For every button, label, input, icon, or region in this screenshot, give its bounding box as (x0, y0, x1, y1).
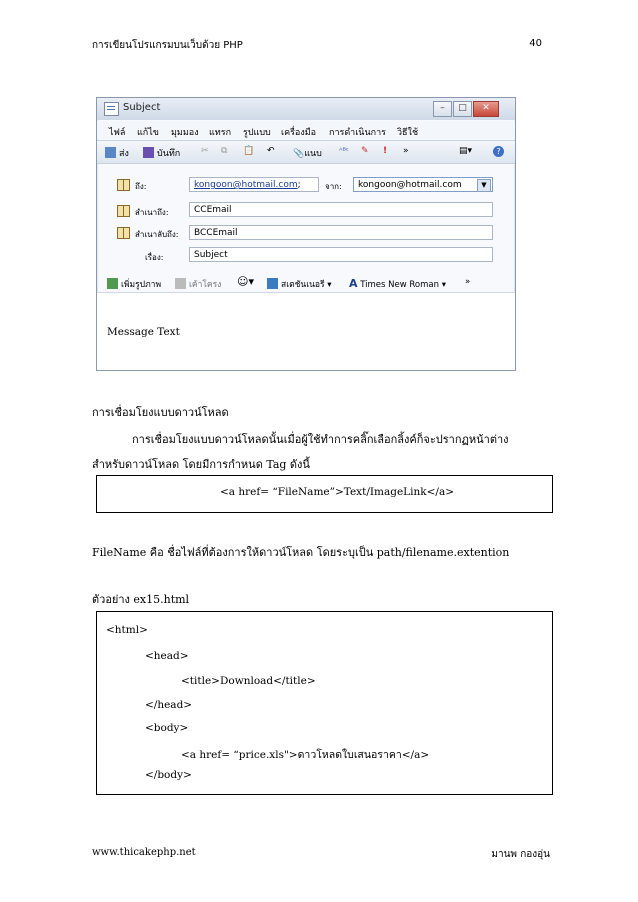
font-select[interactable]: A Times New Roman ▾ (349, 277, 446, 290)
bcc-address-book-icon[interactable] (117, 227, 130, 239)
options-icon[interactable]: ▤▾ (459, 146, 473, 156)
menu-view[interactable]: มุมมอง (171, 128, 199, 138)
insert-picture-button[interactable] (107, 277, 161, 291)
send-label: ส่ง (119, 149, 129, 159)
page-number: 40 (529, 38, 542, 49)
to-field[interactable]: kongoon@hotmail.com; (189, 177, 319, 192)
save-button[interactable] (143, 146, 180, 160)
page-header-title: การเขียนโปรแกรมบนเว็บด้วย PHP (92, 40, 243, 51)
chevron-down-icon[interactable]: ▼ (477, 179, 491, 192)
theme-label: สเตชันเนอรี (281, 280, 325, 290)
paragraph-line-1: การเชื่อมโยงแบบดาวน์โหลดนั้นเมื่อผู้ใช้ทำการคลิ๊กเลือกลิ้งค์ก็จะปรากฏหน้าต่าง (132, 433, 509, 446)
section-heading: การเชื่อมโยงแบบดาวน์โหลด (92, 406, 229, 419)
stationery-label: เค้าโครง (189, 280, 222, 290)
address-fields (97, 164, 515, 272)
cc-field[interactable] (189, 202, 493, 217)
paste-icon[interactable]: 📋 (243, 146, 255, 156)
font-name: Times New Roman (360, 280, 439, 290)
undo-icon[interactable]: ↶ (267, 146, 275, 156)
syntax-box (96, 475, 553, 513)
from-value: kongoon@hotmail.com (358, 180, 462, 190)
paperclip-icon: 📎 (293, 149, 305, 159)
menu-bar (97, 121, 515, 139)
code-line: <title>Download</title> (181, 675, 316, 687)
paragraph-line-2: สำหรับดาวน์โหลด โดยมีการกำหนด Tag ดังนี้ (92, 458, 310, 471)
address-book-icon[interactable] (117, 179, 130, 191)
code-line: <html> (106, 624, 148, 636)
layout-icon (175, 278, 186, 289)
window-titlebar (97, 98, 515, 120)
emoticon-icon[interactable]: ☺▾ (237, 275, 254, 288)
menu-tools[interactable]: เครื่องมือ (281, 128, 317, 138)
more-format-icon[interactable]: » (465, 277, 471, 287)
filename-description: FileName คือ ชื่อไฟล์ที่ต้องการให้ดาวน์โหลด โดยระบุเป็น path/filename.extention (92, 546, 510, 559)
spellcheck-icon[interactable]: ᴬᴮᶜ (339, 146, 349, 155)
more-toolbar-icon[interactable]: » (403, 146, 409, 156)
format-toolbar (97, 272, 515, 293)
subject-field[interactable] (189, 247, 493, 262)
from-label: จาก: (325, 182, 342, 191)
window-title: Subject (123, 102, 161, 113)
cc-address-book-icon[interactable] (117, 205, 130, 217)
attach-label: แนบ (304, 149, 322, 159)
subject-label: เรื่อง: (145, 253, 164, 262)
message-icon (104, 102, 119, 116)
menu-insert[interactable]: แทรก (209, 128, 232, 138)
theme-button[interactable]: สเตชันเนอรี ▾ (267, 277, 332, 291)
stationery-button[interactable] (175, 277, 221, 291)
close-button[interactable]: ✕ (473, 101, 499, 117)
menu-format[interactable]: รูปแบบ (243, 128, 271, 138)
menu-edit[interactable]: แก้ไข (137, 128, 159, 138)
toolbar (97, 140, 515, 164)
help-icon[interactable]: ? (493, 146, 504, 157)
cc-value: CCEmail (194, 205, 232, 215)
code-line: <head> (145, 650, 189, 662)
minimize-button[interactable]: – (433, 101, 452, 117)
cc-label: สำเนาถึง: (135, 208, 169, 217)
bcc-value: BCCEmail (194, 228, 238, 238)
message-text: Message Text (107, 326, 180, 338)
to-value: kongoon@hotmail.com (194, 180, 298, 190)
subject-value: Subject (194, 250, 228, 260)
code-line: </body> (145, 769, 192, 781)
from-select[interactable] (353, 177, 493, 192)
priority-icon[interactable]: ! (383, 146, 388, 156)
menu-help[interactable]: วิธีใช้ (397, 128, 419, 138)
code-line: </head> (145, 699, 193, 711)
theme-icon (267, 278, 278, 289)
cut-icon[interactable]: ✂ (201, 146, 209, 156)
bcc-field[interactable] (189, 225, 493, 240)
footer-website: www.thicakephp.net (92, 847, 196, 858)
menu-actions[interactable]: การดำเนินการ (329, 128, 386, 138)
save-label: บันทึก (157, 149, 181, 159)
attach-button[interactable] (293, 146, 322, 160)
message-body[interactable] (97, 293, 515, 370)
copy-icon[interactable]: ⧉ (221, 146, 228, 156)
send-button[interactable] (105, 146, 129, 160)
maximize-button[interactable]: □ (453, 101, 472, 117)
signature-icon[interactable]: ✎ (361, 146, 369, 156)
footer-author: มานพ กองอุ่น (491, 849, 550, 860)
to-label: ถึง: (135, 182, 147, 191)
code-example-box (96, 611, 553, 795)
picture-icon (107, 278, 118, 289)
syntax-code: <a href= “FileName”>Text/ImageLink</a> (220, 486, 455, 498)
send-icon (105, 147, 116, 158)
bcc-label: สำเนาลับถึง: (135, 230, 179, 239)
save-icon (143, 147, 154, 158)
menu-file[interactable]: ไฟล์ (109, 128, 126, 138)
font-icon: A (349, 277, 358, 290)
email-compose-window (96, 97, 516, 371)
code-line: <a href= “price.xls">ดาวโหลดใบเสนอราคา</a> (181, 749, 430, 761)
example-label: ตัวอย่าง ex15.html (92, 593, 190, 606)
insert-picture-label: เพิ่มรูปภาพ (121, 280, 162, 290)
code-line: <body> (145, 722, 189, 734)
